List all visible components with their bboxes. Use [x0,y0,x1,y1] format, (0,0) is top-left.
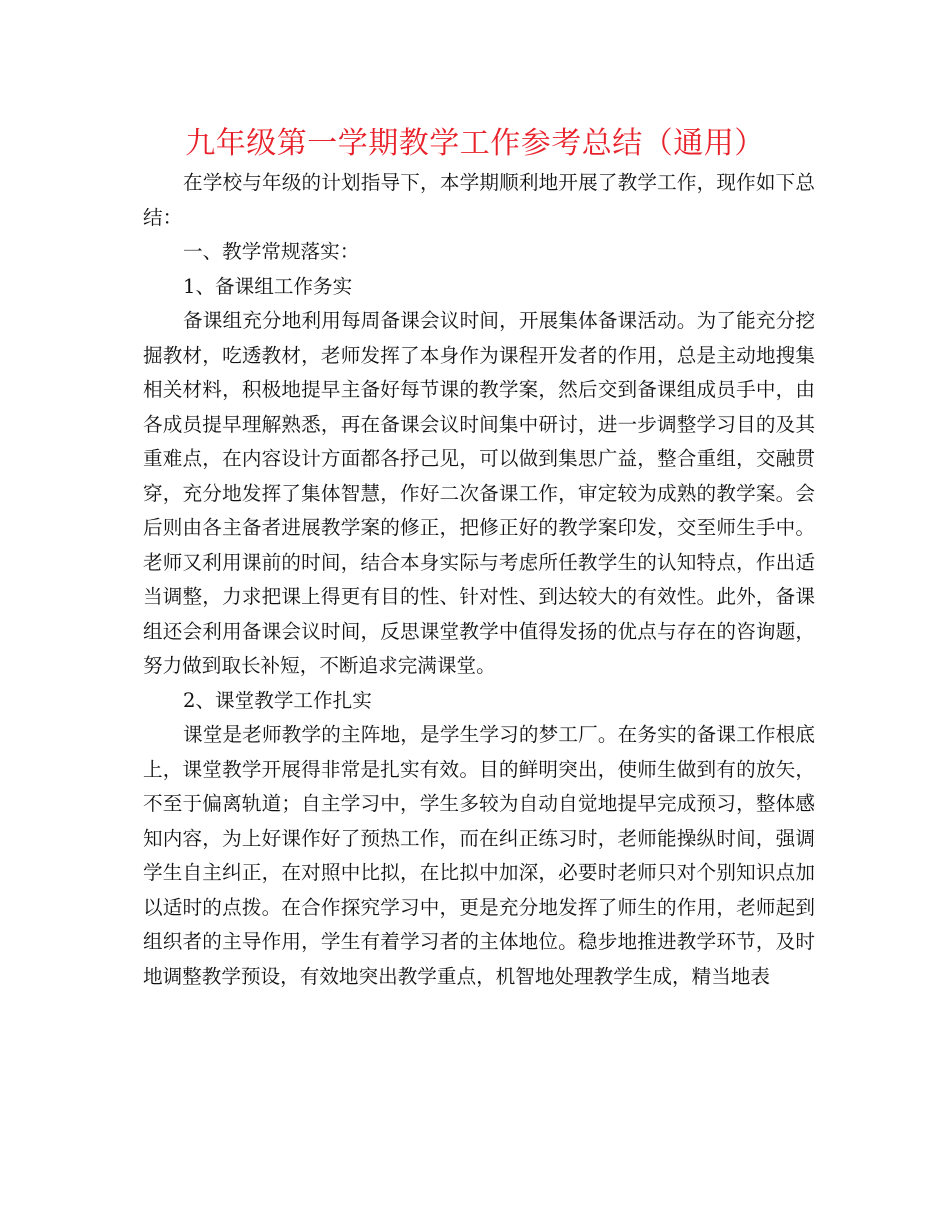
paragraph-intro: 在学校与年级的计划指导下，本学期顺利地开展了教学工作，现作如下总结： [143,171,815,229]
subsection-heading: 2、课堂教学工作扎实 [183,688,372,712]
document-title: 九年级第一学期教学工作参考总结（通用） [185,126,765,161]
paragraph: 备课组充分地利用每周备课会议时间，开展集体备课活动。为了能充分挖掘教材，吃透教材，老师发挥了本身作为课程开发者的作用，总是主动地搜集相关材料，积极地提早主备好每节课的教学案，然后交到备课组成员手中，由各成员提早理解熟悉，再在备课会议时间集中研讨，进一步调整学习目的及其重难点，在内容设计方面都各抒己见，可以做到集思广益，整合重组，交融贯穿，充分地发挥了集体智慧，作好二次备课工作，审定较为成熟的教学案。会后则由各主备者进展教学案的修正，把修正好的教学案印发，交至师生手中。老师又利用课前的时间，结合本身实际与考虑所任教学生的认知特点，作出适当调整，力求把课上得更有目的性、针对性、到达较大的有效性。此外，备课组还会利用备课会议时间，反思课堂教学中值得发扬的优点与存在的咨询题，努力做到取长补短，不断追求完满课堂。 [143,309,815,677]
section-heading: 一、教学常规落实： [183,240,360,263]
paragraph: 课堂是老师教学的主阵地，是学生学习的梦工厂。在务实的备课工作根底上，课堂教学开展得非常是扎实有效。目的鲜明突出，使师生做到有的放矢，不至于偏离轨道；自主学习中，学生多较为自动自觉地提早完成预习，整体感知内容，为上好课作好了预热工作，而在纠正练习时，老师能操纵时间，强调学生自主纠正，在对照中比拟，在比拟中加深，必要时老师只对个别知识点加以适时的点拨。在合作探究学习中，更是充分地发挥了师生的作用，老师起到组织者的主导作用，学生有着学习者的主体地位。稳步地推进教学环节，及时地调整教学预设，有效地突出教学重点，机智地处理教学生成，精当地表 [143,723,815,988]
subsection-heading: 1、备课组工作务实 [183,274,353,298]
document-body [143,166,815,994]
